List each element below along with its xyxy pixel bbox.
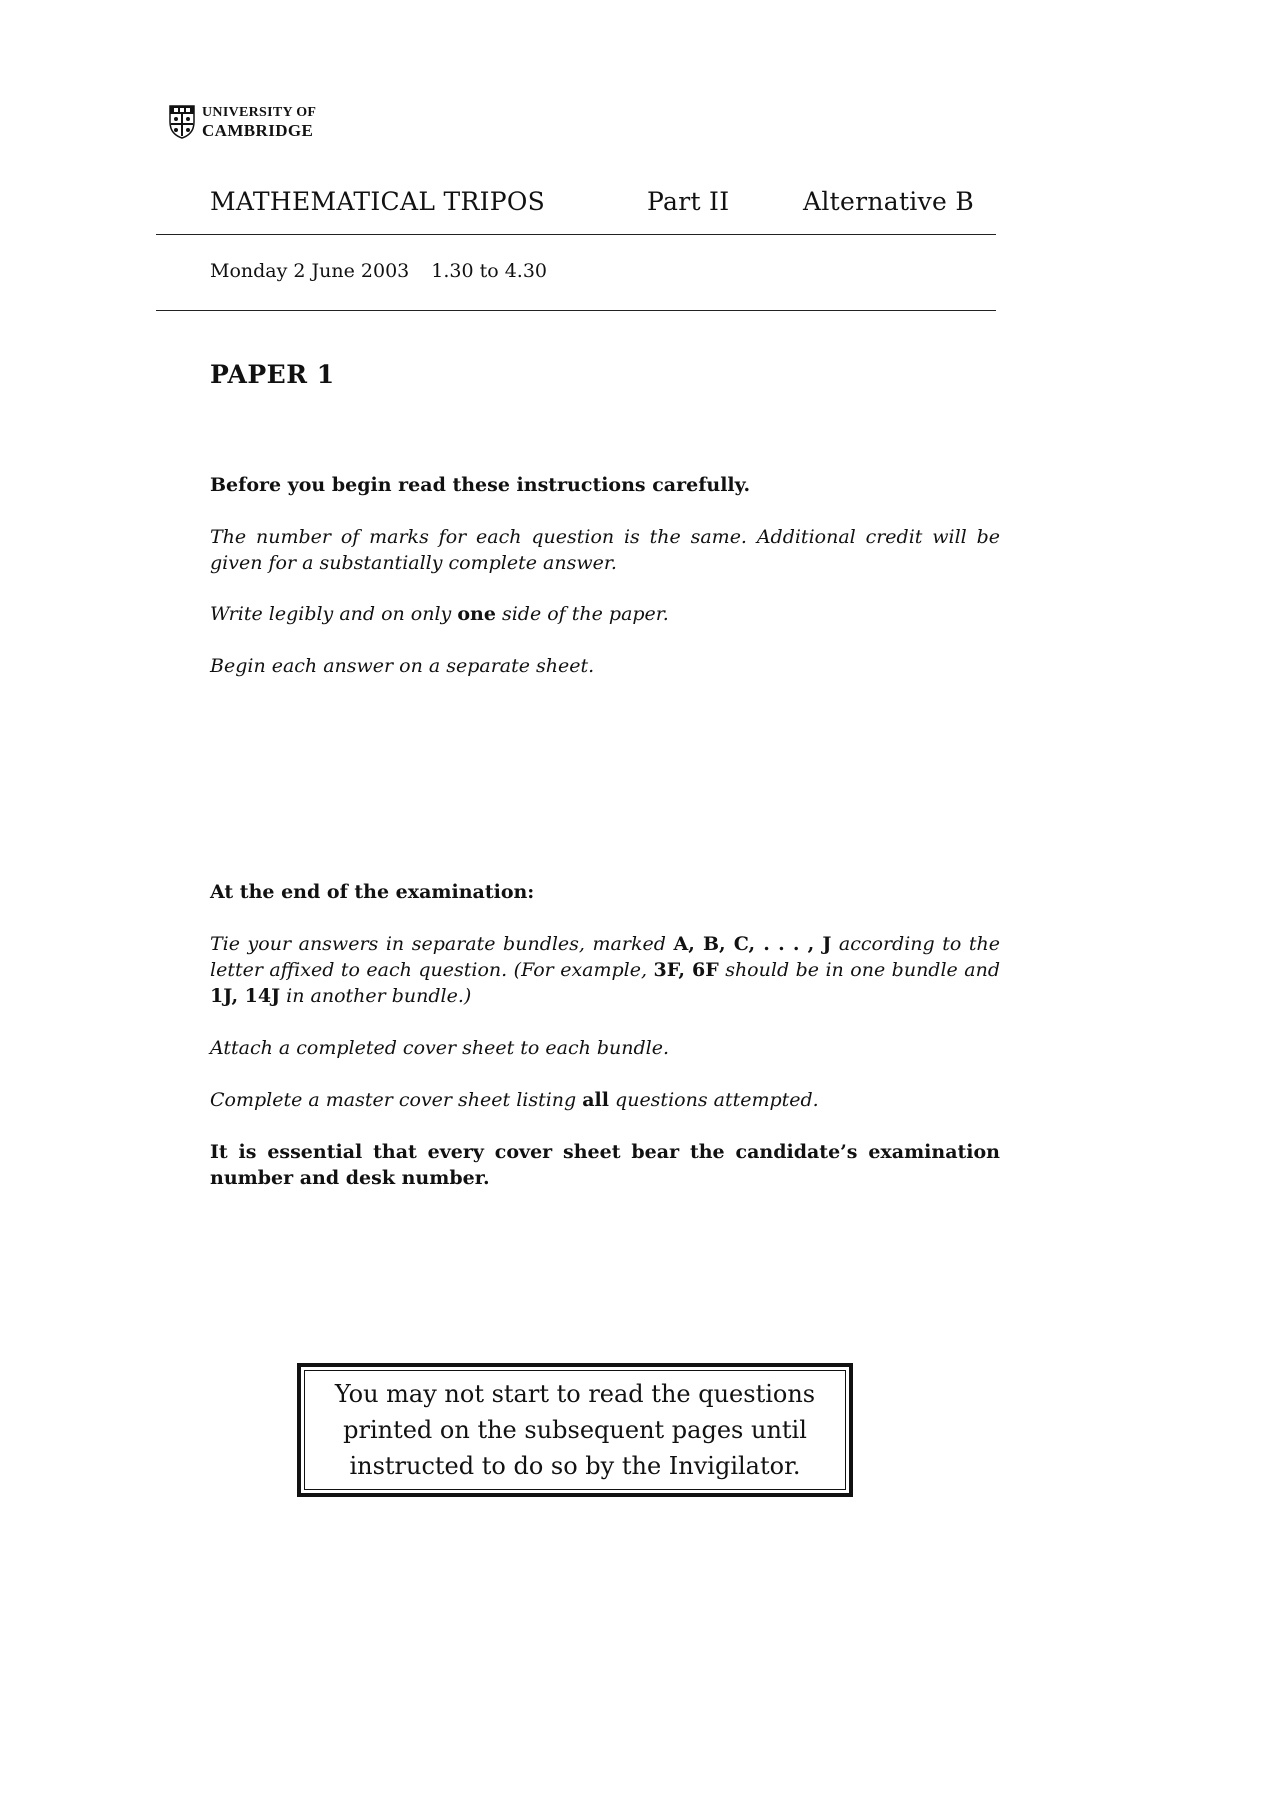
- notice-line-3: instructed to do so by the Invigilator.: [349, 1452, 801, 1480]
- exam-date: Monday 2 June 2003: [210, 260, 410, 282]
- part-label: Part II: [647, 187, 730, 216]
- university-logo: [168, 104, 316, 140]
- tripos-title: MATHEMATICAL TRIPOS: [210, 187, 546, 216]
- exam-date-time: [210, 260, 547, 282]
- exam-time: 1.30 to 4.30: [431, 260, 548, 282]
- emphasis-all: all: [582, 1089, 609, 1111]
- notice-line-1: You may not start to read the questions: [334, 1380, 816, 1408]
- exam-header: [210, 187, 980, 223]
- end-tie-instructions: Tie your answers in separate bundles, marked A, B, C, . . . , J according to the letter affixed to each question. (For example, 3F, 6F should be in one bundle and 1J, 14J in another bundle.): [210, 933, 1000, 1007]
- end-essential: It is essential that every cover sheet bear the candidate’s examination number and desk number.: [210, 1141, 1000, 1189]
- end-heading: At the end of the examination:: [210, 881, 535, 903]
- instructions-heading: Before you begin read these instructions carefully.: [210, 474, 751, 496]
- notice-line-2: printed on the subsequent pages until: [343, 1416, 807, 1444]
- bundle-example-1: 3F, 6F: [653, 959, 719, 981]
- bundle-example-2: 1J, 14J: [210, 985, 281, 1007]
- logo-line-university: UNIVERSITY OF: [202, 104, 317, 120]
- paper-title: PAPER 1: [210, 360, 335, 389]
- invigilator-notice-box: [297, 1363, 853, 1497]
- instructions-marks: The number of marks for each question is the same. Additional credit will be given for a substantially complete answer.: [210, 526, 1000, 574]
- logo-line-cambridge: CAMBRIDGE: [202, 120, 314, 140]
- instructions-write: Write legibly and on only one side of the paper.: [210, 603, 669, 625]
- cambridge-crest-icon: [168, 104, 196, 140]
- date-divider: [156, 310, 996, 311]
- end-complete: Complete a master cover sheet listing all questions attempted.: [210, 1089, 819, 1111]
- emphasis-one: one: [457, 603, 496, 625]
- instructions-begin: Begin each answer on a separate sheet.: [210, 655, 595, 677]
- alternative-label: Alternative B: [803, 187, 975, 216]
- bundle-letters: A, B, C, . . . , J: [673, 933, 832, 955]
- end-attach: Attach a completed cover sheet to each bundle.: [210, 1037, 670, 1059]
- header-divider: [156, 234, 996, 235]
